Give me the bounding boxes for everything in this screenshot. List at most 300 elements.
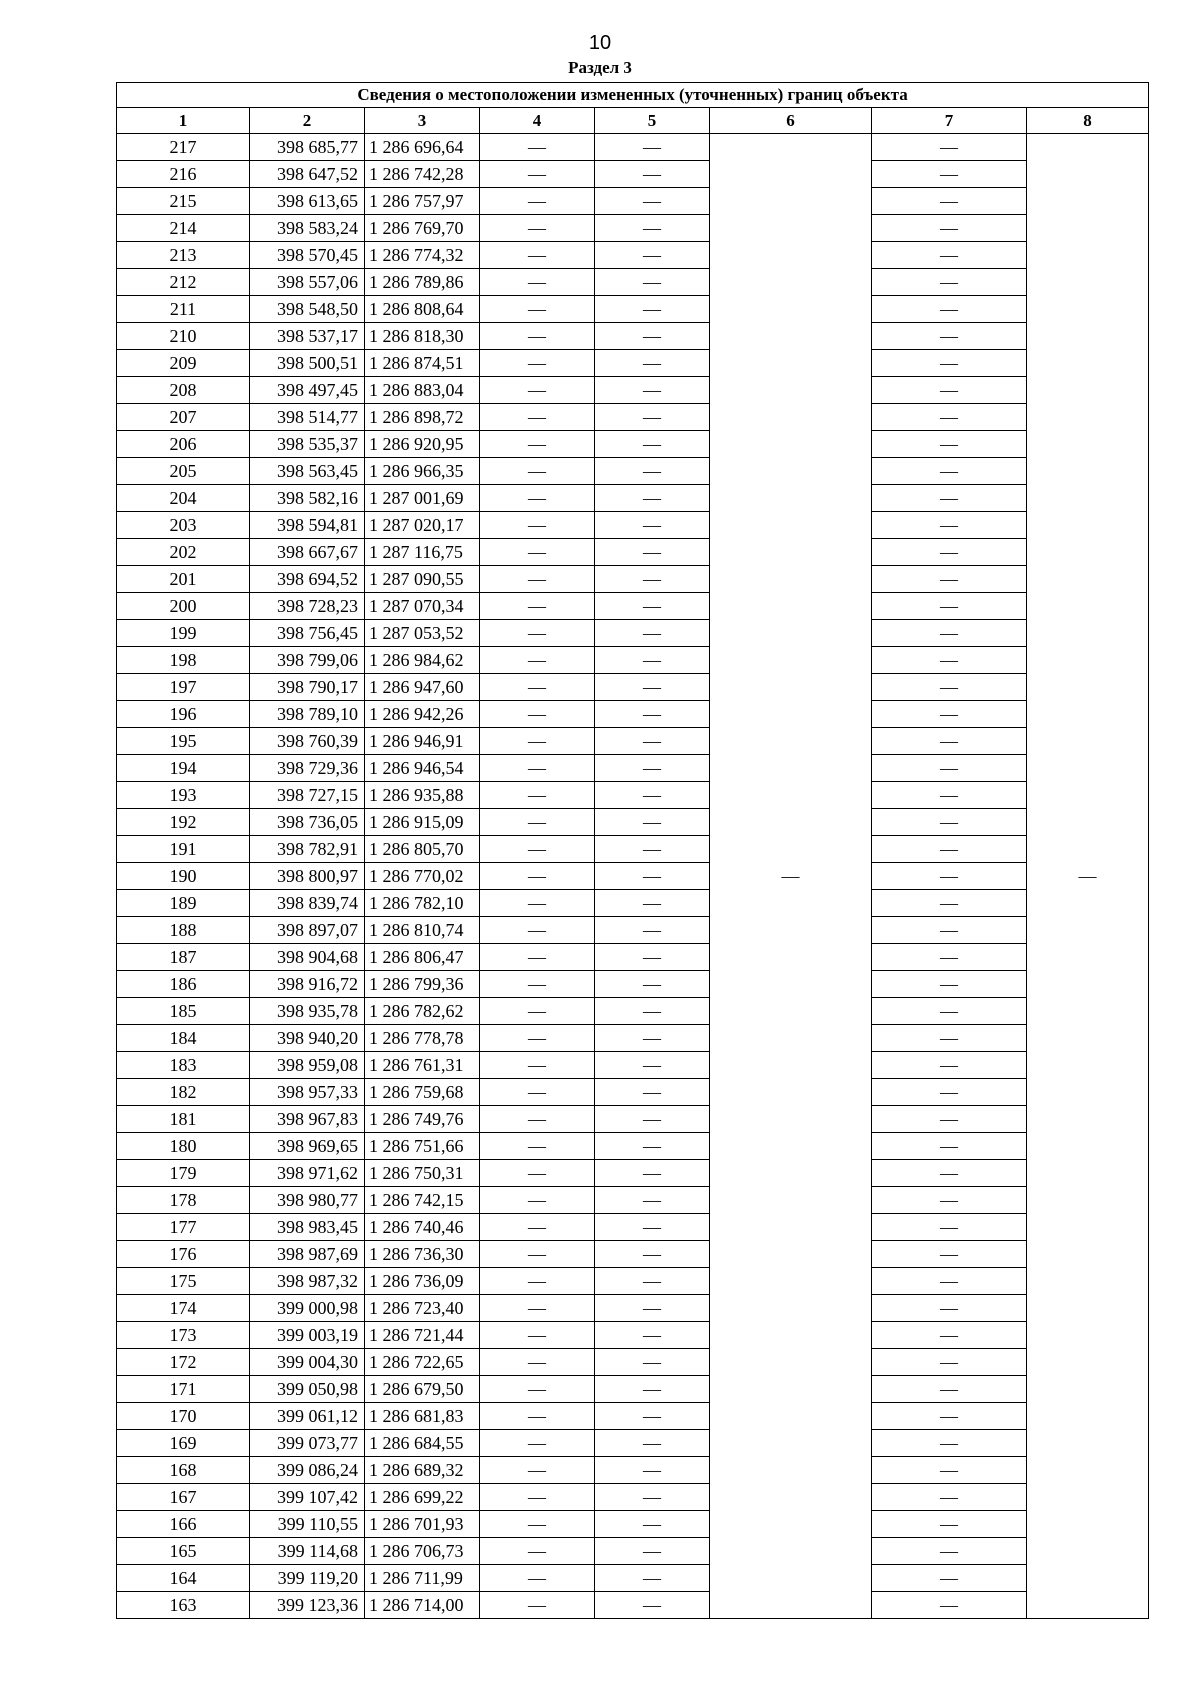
column-4-cell: — (480, 782, 595, 809)
point-number-cell: 190 (117, 863, 250, 890)
column-4-cell: — (480, 1133, 595, 1160)
column-4-cell: — (480, 593, 595, 620)
y-coordinate-cell: 1 286 898,72 (365, 404, 480, 431)
point-number-cell: 168 (117, 1457, 250, 1484)
table-row (117, 1268, 1149, 1295)
page-number: 10 (588, 32, 612, 54)
x-coordinate-cell: 398 967,83 (250, 1106, 365, 1133)
column-4-cell: — (480, 350, 595, 377)
x-coordinate-cell: 398 537,17 (250, 323, 365, 350)
column-4-cell: — (480, 1187, 595, 1214)
column-5-cell: — (595, 161, 710, 188)
column-7-cell: — (872, 134, 1027, 161)
y-coordinate-cell: 1 286 966,35 (365, 458, 480, 485)
column-5-cell: — (595, 1376, 710, 1403)
point-number-cell: 204 (117, 485, 250, 512)
column-5-cell: — (595, 1133, 710, 1160)
x-coordinate-cell: 399 119,20 (250, 1565, 365, 1592)
y-coordinate-cell: 1 286 736,30 (365, 1241, 480, 1268)
table-row (117, 1511, 1149, 1538)
point-number-cell: 184 (117, 1025, 250, 1052)
point-number-cell: 194 (117, 755, 250, 782)
x-coordinate-cell: 399 114,68 (250, 1538, 365, 1565)
column-7-cell: — (872, 350, 1027, 377)
column-5-cell: — (595, 593, 710, 620)
column-5-cell: — (595, 1565, 710, 1592)
y-coordinate-cell: 1 286 689,32 (365, 1457, 480, 1484)
x-coordinate-cell: 398 685,77 (250, 134, 365, 161)
y-coordinate-cell: 1 286 818,30 (365, 323, 480, 350)
point-number-cell: 183 (117, 1052, 250, 1079)
point-number-cell: 166 (117, 1511, 250, 1538)
column-4-cell: — (480, 1079, 595, 1106)
y-coordinate-cell: 1 286 883,04 (365, 377, 480, 404)
column-5-cell: — (595, 134, 710, 161)
column-4-cell: — (480, 404, 595, 431)
column-4-cell: — (480, 161, 595, 188)
table-row (117, 404, 1149, 431)
table-row (117, 1214, 1149, 1241)
table-row (117, 350, 1149, 377)
point-number-cell: 177 (117, 1214, 250, 1241)
y-coordinate-cell: 1 286 770,02 (365, 863, 480, 890)
y-coordinate-cell: 1 287 116,75 (365, 539, 480, 566)
column-4-cell: — (480, 890, 595, 917)
column-5-cell: — (595, 458, 710, 485)
point-number-cell: 175 (117, 1268, 250, 1295)
point-number-cell: 195 (117, 728, 250, 755)
y-coordinate-cell: 1 286 799,36 (365, 971, 480, 998)
y-coordinate-cell: 1 286 920,95 (365, 431, 480, 458)
column-7-cell: — (872, 1538, 1027, 1565)
column-7-cell: — (872, 1511, 1027, 1538)
point-number-cell: 178 (117, 1187, 250, 1214)
x-coordinate-cell: 398 935,78 (250, 998, 365, 1025)
y-coordinate-cell: 1 286 915,09 (365, 809, 480, 836)
x-coordinate-cell: 398 548,50 (250, 296, 365, 323)
column-7-cell: — (872, 377, 1027, 404)
column-4-cell: — (480, 1565, 595, 1592)
x-coordinate-cell: 398 583,24 (250, 215, 365, 242)
table-row (117, 809, 1149, 836)
column-7-cell: — (872, 836, 1027, 863)
column-4-cell: — (480, 647, 595, 674)
column-7-cell: — (872, 1349, 1027, 1376)
table-row (117, 1052, 1149, 1079)
table-row (117, 998, 1149, 1025)
y-coordinate-cell: 1 286 782,62 (365, 998, 480, 1025)
column-7-cell: — (872, 620, 1027, 647)
column-5-cell: — (595, 512, 710, 539)
point-number-cell: 198 (117, 647, 250, 674)
point-number-cell: 196 (117, 701, 250, 728)
y-coordinate-cell: 1 286 751,66 (365, 1133, 480, 1160)
table-row (117, 674, 1149, 701)
column-5-cell: — (595, 971, 710, 998)
column-7-cell: — (872, 998, 1027, 1025)
column-4-cell: — (480, 1538, 595, 1565)
x-coordinate-cell: 398 969,65 (250, 1133, 365, 1160)
column-4-cell: — (480, 728, 595, 755)
x-coordinate-cell: 398 736,05 (250, 809, 365, 836)
table-row (117, 728, 1149, 755)
x-coordinate-cell: 398 729,36 (250, 755, 365, 782)
table-row (117, 1430, 1149, 1457)
table-row (117, 215, 1149, 242)
x-coordinate-cell: 399 003,19 (250, 1322, 365, 1349)
column-5-cell: — (595, 944, 710, 971)
x-coordinate-cell: 399 107,42 (250, 1484, 365, 1511)
column-7-cell: — (872, 323, 1027, 350)
point-number-cell: 209 (117, 350, 250, 377)
column-5-cell: — (595, 539, 710, 566)
y-coordinate-cell: 1 286 805,70 (365, 836, 480, 863)
point-number-cell: 192 (117, 809, 250, 836)
y-coordinate-cell: 1 286 984,62 (365, 647, 480, 674)
column-7-cell: — (872, 1403, 1027, 1430)
column-7-cell: — (872, 1133, 1027, 1160)
column-4-cell: — (480, 377, 595, 404)
table-row (117, 323, 1149, 350)
x-coordinate-cell: 398 897,07 (250, 917, 365, 944)
column-5-cell: — (595, 1268, 710, 1295)
table-row (117, 836, 1149, 863)
x-coordinate-cell: 398 694,52 (250, 566, 365, 593)
y-coordinate-cell: 1 286 874,51 (365, 350, 480, 377)
x-coordinate-cell: 399 061,12 (250, 1403, 365, 1430)
column-5-cell: — (595, 1511, 710, 1538)
column-7-cell: — (872, 1187, 1027, 1214)
column-7-cell: — (872, 1322, 1027, 1349)
table-caption-row (117, 83, 1149, 108)
table-row (117, 647, 1149, 674)
column-5-cell: — (595, 1241, 710, 1268)
column-5-cell: — (595, 863, 710, 890)
column-4-cell: — (480, 485, 595, 512)
column-5-cell: — (595, 782, 710, 809)
point-number-cell: 172 (117, 1349, 250, 1376)
table-row (117, 134, 1149, 161)
column-7-cell: — (872, 1457, 1027, 1484)
y-coordinate-cell: 1 287 020,17 (365, 512, 480, 539)
column-7-cell: — (872, 404, 1027, 431)
x-coordinate-cell: 398 760,39 (250, 728, 365, 755)
column-7-cell: — (872, 1106, 1027, 1133)
column-4-cell: — (480, 1457, 595, 1484)
column-4-cell: — (480, 566, 595, 593)
x-coordinate-cell: 398 980,77 (250, 1187, 365, 1214)
x-coordinate-cell: 398 940,20 (250, 1025, 365, 1052)
x-coordinate-cell: 398 667,67 (250, 539, 365, 566)
column-4-cell: — (480, 998, 595, 1025)
table-row (117, 269, 1149, 296)
table-row (117, 1133, 1149, 1160)
table-row (117, 701, 1149, 728)
y-coordinate-cell: 1 287 001,69 (365, 485, 480, 512)
point-number-cell: 208 (117, 377, 250, 404)
y-coordinate-cell: 1 286 789,86 (365, 269, 480, 296)
column-4-cell: — (480, 620, 595, 647)
x-coordinate-cell: 398 957,33 (250, 1079, 365, 1106)
point-number-cell: 214 (117, 215, 250, 242)
point-number-cell: 201 (117, 566, 250, 593)
point-number-cell: 205 (117, 458, 250, 485)
column-5-cell: — (595, 1322, 710, 1349)
column-7-cell: — (872, 1052, 1027, 1079)
column-5-cell: — (595, 1025, 710, 1052)
column-4-cell: — (480, 1511, 595, 1538)
table-row (117, 1322, 1149, 1349)
column-4-cell: — (480, 1052, 595, 1079)
point-number-cell: 186 (117, 971, 250, 998)
point-number-cell: 171 (117, 1376, 250, 1403)
table-row (117, 1592, 1149, 1619)
column-5-cell: — (595, 1214, 710, 1241)
column-number: 2 (250, 108, 365, 134)
y-coordinate-cell: 1 286 935,88 (365, 782, 480, 809)
column-7-cell: — (872, 539, 1027, 566)
point-number-cell: 170 (117, 1403, 250, 1430)
column-5-cell: — (595, 1160, 710, 1187)
column-7-cell: — (872, 161, 1027, 188)
table-row (117, 593, 1149, 620)
column-4-cell: — (480, 1592, 595, 1619)
column-7-cell: — (872, 1025, 1027, 1052)
column-7-cell: — (872, 1376, 1027, 1403)
column-7-cell: — (872, 269, 1027, 296)
column-number: 6 (710, 108, 872, 134)
point-number-cell: 176 (117, 1241, 250, 1268)
point-number-cell: 211 (117, 296, 250, 323)
point-number-cell: 200 (117, 593, 250, 620)
point-number-cell: 165 (117, 1538, 250, 1565)
table-row (117, 755, 1149, 782)
point-number-cell: 203 (117, 512, 250, 539)
x-coordinate-cell: 398 594,81 (250, 512, 365, 539)
column-4-cell: — (480, 674, 595, 701)
column-7-cell: — (872, 917, 1027, 944)
x-coordinate-cell: 398 789,10 (250, 701, 365, 728)
column-4-cell: — (480, 1160, 595, 1187)
column-7-cell: — (872, 1295, 1027, 1322)
column-7-cell: — (872, 242, 1027, 269)
column-4-cell: — (480, 1322, 595, 1349)
column-7-cell: — (872, 647, 1027, 674)
column-number: 1 (117, 108, 250, 134)
column-5-cell: — (595, 701, 710, 728)
column-4-cell: — (480, 1376, 595, 1403)
boundary-coordinates-table (116, 82, 1149, 1619)
column-7-cell: — (872, 890, 1027, 917)
column-number: 3 (365, 108, 480, 134)
y-coordinate-cell: 1 286 701,93 (365, 1511, 480, 1538)
table-row (117, 1565, 1149, 1592)
y-coordinate-cell: 1 286 778,78 (365, 1025, 480, 1052)
y-coordinate-cell: 1 286 946,54 (365, 755, 480, 782)
point-number-cell: 179 (117, 1160, 250, 1187)
column-5-cell: — (595, 566, 710, 593)
x-coordinate-cell: 398 971,62 (250, 1160, 365, 1187)
point-number-cell: 174 (117, 1295, 250, 1322)
column-7-cell: — (872, 1565, 1027, 1592)
column-number: 7 (872, 108, 1027, 134)
point-number-cell: 193 (117, 782, 250, 809)
table-row (117, 971, 1149, 998)
y-coordinate-cell: 1 286 810,74 (365, 917, 480, 944)
y-coordinate-cell: 1 286 706,73 (365, 1538, 480, 1565)
table-row (117, 296, 1149, 323)
column-5-cell: — (595, 1079, 710, 1106)
table-row (117, 1538, 1149, 1565)
column-7-cell: — (872, 809, 1027, 836)
column-4-cell: — (480, 1241, 595, 1268)
column-4-cell: — (480, 917, 595, 944)
y-coordinate-cell: 1 286 742,28 (365, 161, 480, 188)
column-5-cell: — (595, 1295, 710, 1322)
column-4-cell: — (480, 134, 595, 161)
point-number-cell: 216 (117, 161, 250, 188)
point-number-cell: 188 (117, 917, 250, 944)
table-row (117, 458, 1149, 485)
table-row (117, 1106, 1149, 1133)
column-7-cell: — (872, 728, 1027, 755)
table-row (117, 863, 1149, 890)
y-coordinate-cell: 1 286 736,09 (365, 1268, 480, 1295)
y-coordinate-cell: 1 286 769,70 (365, 215, 480, 242)
column-5-cell: — (595, 998, 710, 1025)
table-row (117, 431, 1149, 458)
x-coordinate-cell: 398 613,65 (250, 188, 365, 215)
column-7-cell: — (872, 1160, 1027, 1187)
point-number-cell: 187 (117, 944, 250, 971)
table-row (117, 1241, 1149, 1268)
y-coordinate-cell: 1 286 750,31 (365, 1160, 480, 1187)
table-row (117, 620, 1149, 647)
x-coordinate-cell: 399 110,55 (250, 1511, 365, 1538)
table-row (117, 1484, 1149, 1511)
table-row (117, 782, 1149, 809)
x-coordinate-cell: 399 050,98 (250, 1376, 365, 1403)
x-coordinate-cell: 398 782,91 (250, 836, 365, 863)
y-coordinate-cell: 1 286 679,50 (365, 1376, 480, 1403)
column-4-cell: — (480, 755, 595, 782)
column-4-cell: — (480, 1214, 595, 1241)
column-5-cell: — (595, 836, 710, 863)
point-number-cell: 189 (117, 890, 250, 917)
column-4-cell: — (480, 1268, 595, 1295)
y-coordinate-cell: 1 287 053,52 (365, 620, 480, 647)
column-5-cell: — (595, 1430, 710, 1457)
column-4-cell: — (480, 944, 595, 971)
x-coordinate-cell: 398 728,23 (250, 593, 365, 620)
x-coordinate-cell: 398 790,17 (250, 674, 365, 701)
x-coordinate-cell: 398 916,72 (250, 971, 365, 998)
y-coordinate-cell: 1 286 761,31 (365, 1052, 480, 1079)
column-4-cell: — (480, 836, 595, 863)
y-coordinate-cell: 1 286 749,76 (365, 1106, 480, 1133)
point-number-cell: 207 (117, 404, 250, 431)
x-coordinate-cell: 398 647,52 (250, 161, 365, 188)
column-7-cell: — (872, 296, 1027, 323)
column-7-cell: — (872, 782, 1027, 809)
x-coordinate-cell: 398 983,45 (250, 1214, 365, 1241)
point-number-cell: 202 (117, 539, 250, 566)
y-coordinate-cell: 1 286 742,15 (365, 1187, 480, 1214)
column-7-cell: — (872, 701, 1027, 728)
column-4-cell: — (480, 458, 595, 485)
column-5-cell: — (595, 917, 710, 944)
y-coordinate-cell: 1 286 774,32 (365, 242, 480, 269)
x-coordinate-cell: 398 535,37 (250, 431, 365, 458)
column-7-cell: — (872, 566, 1027, 593)
x-coordinate-cell: 398 904,68 (250, 944, 365, 971)
column-7-cell: — (872, 971, 1027, 998)
column-5-cell: — (595, 269, 710, 296)
x-coordinate-cell: 398 959,08 (250, 1052, 365, 1079)
column-number: 5 (595, 108, 710, 134)
point-number-cell: 197 (117, 674, 250, 701)
column-7-cell: — (872, 1214, 1027, 1241)
point-number-cell: 210 (117, 323, 250, 350)
y-coordinate-cell: 1 286 740,46 (365, 1214, 480, 1241)
table-row (117, 1457, 1149, 1484)
table-row (117, 539, 1149, 566)
column-8-merged-cell: — (1027, 134, 1149, 1619)
column-5-cell: — (595, 377, 710, 404)
y-coordinate-cell: 1 286 722,65 (365, 1349, 480, 1376)
y-coordinate-cell: 1 286 711,99 (365, 1565, 480, 1592)
column-4-cell: — (480, 1025, 595, 1052)
column-4-cell: — (480, 1430, 595, 1457)
column-7-cell: — (872, 755, 1027, 782)
table-row (117, 917, 1149, 944)
x-coordinate-cell: 398 800,97 (250, 863, 365, 890)
column-5-cell: — (595, 323, 710, 350)
x-coordinate-cell: 399 073,77 (250, 1430, 365, 1457)
column-5-cell: — (595, 1457, 710, 1484)
column-5-cell: — (595, 728, 710, 755)
point-number-cell: 199 (117, 620, 250, 647)
column-7-cell: — (872, 431, 1027, 458)
y-coordinate-cell: 1 286 782,10 (365, 890, 480, 917)
column-4-cell: — (480, 1484, 595, 1511)
column-number: 8 (1027, 108, 1149, 134)
column-4-cell: — (480, 1349, 595, 1376)
column-7-cell: — (872, 1268, 1027, 1295)
column-7-cell: — (872, 944, 1027, 971)
table-row (117, 1403, 1149, 1430)
column-number-row (117, 108, 1149, 134)
section-title: Раздел 3 (568, 58, 632, 77)
column-5-cell: — (595, 215, 710, 242)
x-coordinate-cell: 398 557,06 (250, 269, 365, 296)
x-coordinate-cell: 399 004,30 (250, 1349, 365, 1376)
table-caption: Сведения о местоположении измененных (уточненных) границ объекта (117, 83, 1149, 108)
table-body (117, 134, 1149, 1619)
column-6-merged-cell: — (710, 134, 872, 1619)
x-coordinate-cell: 398 987,69 (250, 1241, 365, 1268)
column-4-cell: — (480, 188, 595, 215)
table-row (117, 242, 1149, 269)
y-coordinate-cell: 1 286 757,97 (365, 188, 480, 215)
table-row (117, 1079, 1149, 1106)
column-4-cell: — (480, 539, 595, 566)
column-5-cell: — (595, 1349, 710, 1376)
column-4-cell: — (480, 863, 595, 890)
y-coordinate-cell: 1 287 070,34 (365, 593, 480, 620)
x-coordinate-cell: 398 799,06 (250, 647, 365, 674)
table-row (117, 512, 1149, 539)
